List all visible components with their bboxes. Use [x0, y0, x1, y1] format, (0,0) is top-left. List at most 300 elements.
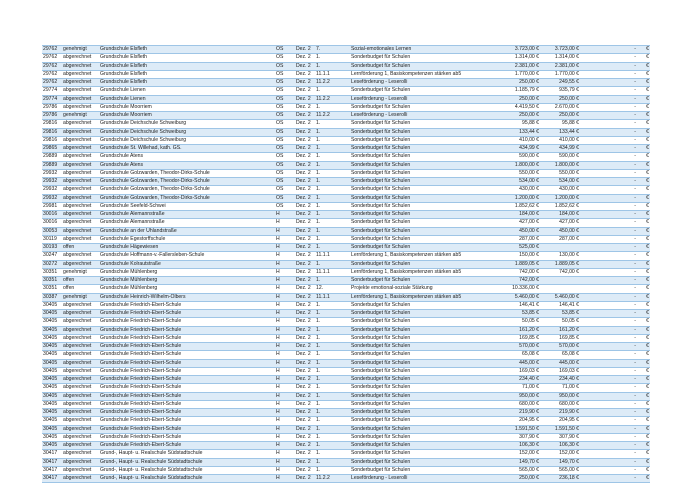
row-difference: - — [580, 334, 637, 342]
row-department: Dez. 2 — [295, 409, 315, 417]
row-approved-amount: 550,00 € — [500, 169, 540, 177]
row-department: Dez. 2 — [295, 376, 315, 384]
row-department: Dez. 2 — [295, 458, 315, 466]
row-approved-amount: 10.336,00 € — [500, 285, 540, 293]
row-id: 29762 — [42, 54, 62, 62]
row-currency: € — [637, 400, 650, 408]
row-department: Dez. 2 — [295, 194, 315, 202]
row-measure: Leseförderung - Leserolli — [350, 95, 500, 103]
row-difference: - — [580, 244, 637, 252]
table-row — [42, 161, 650, 169]
row-measure: Leseförderung - Leserolli — [350, 475, 500, 483]
table-row — [42, 392, 650, 400]
row-measure: Sonderbudget für Schulen — [350, 235, 500, 243]
row-settled-amount: 307,90 € — [540, 433, 580, 441]
row-id: 29889 — [42, 153, 62, 161]
row-measure: Sonderbudget für Schulen — [350, 87, 500, 95]
row-status: abgerechnet — [62, 194, 99, 202]
row-region: OS — [275, 46, 295, 54]
table-row — [42, 244, 650, 252]
row-item-no: 11.2.2 — [315, 475, 350, 483]
row-currency: € — [637, 334, 650, 342]
row-approved-amount: 234,40 € — [500, 376, 540, 384]
row-currency: € — [637, 95, 650, 103]
row-region: H — [275, 367, 295, 375]
row-region: OS — [275, 103, 295, 111]
row-department: Dez. 2 — [295, 87, 315, 95]
row-measure: Sonderbudget für Schulen — [350, 169, 500, 177]
row-status: abgerechnet — [62, 87, 99, 95]
row-status: abgerechnet — [62, 417, 99, 425]
row-department: Dez. 2 — [295, 95, 315, 103]
row-difference: - — [580, 46, 637, 54]
row-difference: - — [580, 70, 637, 78]
row-measure: Sonderbudget für Schulen — [350, 392, 500, 400]
row-currency: € — [637, 79, 650, 87]
row-id: 30417 — [42, 466, 62, 474]
row-difference: - — [580, 293, 637, 301]
row-department: Dez. 2 — [295, 103, 315, 111]
row-department: Dez. 2 — [295, 227, 315, 235]
row-id: 30405 — [42, 343, 62, 351]
row-currency: € — [637, 128, 650, 136]
row-measure: Sonderbudget für Schulen — [350, 227, 500, 235]
row-department: Dez. 2 — [295, 145, 315, 153]
row-approved-amount: 427,00 € — [500, 219, 540, 227]
row-currency: € — [637, 260, 650, 268]
row-measure: Sonderbudget für Schulen — [350, 194, 500, 202]
row-difference: - — [580, 475, 637, 483]
table-row — [42, 219, 650, 227]
row-status: abgerechnet — [62, 392, 99, 400]
row-department: Dez. 2 — [295, 252, 315, 260]
row-currency: € — [637, 285, 650, 293]
row-currency: € — [637, 301, 650, 309]
row-settled-amount: 234,40 € — [540, 376, 580, 384]
data-table — [42, 45, 650, 483]
row-school: Grundschule Elsfleth — [99, 62, 275, 70]
row-id: 29932 — [42, 194, 62, 202]
row-department: Dez. 2 — [295, 178, 315, 186]
row-id: 30053 — [42, 227, 62, 235]
row-status: abgerechnet — [62, 400, 99, 408]
row-school: Grundschule Friedrich-Ebert-Schule — [99, 392, 275, 400]
row-id: 29762 — [42, 62, 62, 70]
row-school: Grundschule Friedrich-Ebert-Schule — [99, 367, 275, 375]
row-status: abgerechnet — [62, 458, 99, 466]
row-item-no: 1. — [315, 400, 350, 408]
table-row — [42, 310, 650, 318]
row-currency: € — [637, 169, 650, 177]
row-school: Grundschule Lienen — [99, 95, 275, 103]
row-item-no: 1. — [315, 359, 350, 367]
row-school: Grundschule Friedrich-Ebert-Schule — [99, 417, 275, 425]
row-settled-amount: 184,00 € — [540, 211, 580, 219]
row-department: Dez. 2 — [295, 359, 315, 367]
row-school: Grund-, Haupt- u. Realschule Südstadtschule — [99, 450, 275, 458]
row-region: OS — [275, 79, 295, 87]
table-row — [42, 425, 650, 433]
row-school: Grundschule Kolrautstraße — [99, 260, 275, 268]
row-status: abgerechnet — [62, 145, 99, 153]
row-id: 30405 — [42, 400, 62, 408]
row-settled-amount: 534,00 € — [540, 178, 580, 186]
row-approved-amount: 1.852,62 € — [500, 202, 540, 210]
row-id: 30417 — [42, 450, 62, 458]
row-currency: € — [637, 161, 650, 169]
row-school: Grundschule Friedrich-Ebert-Schule — [99, 310, 275, 318]
row-settled-amount: 204,95 € — [540, 417, 580, 425]
row-item-no: 1. — [315, 367, 350, 375]
table-row — [42, 136, 650, 144]
row-settled-amount: 1.591,50 € — [540, 425, 580, 433]
row-measure: Sonderbudget für Schulen — [350, 433, 500, 441]
row-approved-amount: 1.200,00 € — [500, 194, 540, 202]
row-status: abgerechnet — [62, 161, 99, 169]
row-currency: € — [637, 227, 650, 235]
row-school: Grundschule Moorriem — [99, 103, 275, 111]
row-id: 30387 — [42, 293, 62, 301]
row-difference: - — [580, 285, 637, 293]
row-id: 30016 — [42, 219, 62, 227]
row-status: abgerechnet — [62, 450, 99, 458]
row-school: Grundschule Friedrich-Ebert-Schule — [99, 334, 275, 342]
row-measure: Sonderbudget für Schulen — [350, 425, 500, 433]
row-measure: Sonderbudget für Schulen — [350, 128, 500, 136]
row-measure: Lernförderung 1, Basiskompetenzen stärken ab5 — [350, 268, 500, 276]
row-department: Dez. 2 — [295, 54, 315, 62]
row-region: OS — [275, 128, 295, 136]
row-settled-amount: 950,00 € — [540, 392, 580, 400]
row-school: Grundschule Friedrich-Ebert-Schule — [99, 400, 275, 408]
row-currency: € — [637, 244, 650, 252]
row-item-no: 1. — [315, 178, 350, 186]
row-currency: € — [637, 376, 650, 384]
row-status: abgerechnet — [62, 153, 99, 161]
row-region: OS — [275, 120, 295, 128]
table-row — [42, 128, 650, 136]
row-currency: € — [637, 112, 650, 120]
row-id: 30405 — [42, 442, 62, 450]
row-department: Dez. 2 — [295, 128, 315, 136]
row-status: abgerechnet — [62, 433, 99, 441]
row-department: Dez. 2 — [295, 450, 315, 458]
table-row — [42, 79, 650, 87]
table-row — [42, 252, 650, 260]
row-measure: Sonderbudget für Schulen — [350, 219, 500, 227]
row-approved-amount: 1.314,00 € — [500, 54, 540, 62]
row-id: 30351 — [42, 268, 62, 276]
row-school: Grundschule Friedrich-Ebert-Schule — [99, 376, 275, 384]
row-status: offen — [62, 285, 99, 293]
row-approved-amount: 53,85 € — [500, 310, 540, 318]
row-item-no: 1. — [315, 87, 350, 95]
row-region: H — [275, 260, 295, 268]
row-school: Grundschule Moorriem — [99, 112, 275, 120]
row-department: Dez. 2 — [295, 268, 315, 276]
row-difference: - — [580, 277, 637, 285]
table-row — [42, 475, 650, 483]
row-item-no: 1. — [315, 343, 350, 351]
row-currency: € — [637, 235, 650, 243]
row-department: Dez. 2 — [295, 392, 315, 400]
row-settled-amount: 236,18 € — [540, 475, 580, 483]
row-approved-amount: 590,00 € — [500, 153, 540, 161]
row-school: Grundschule Mühlenberg — [99, 268, 275, 276]
row-school: Grund-, Haupt- u. Realschule Südstadtschule — [99, 466, 275, 474]
row-region: H — [275, 277, 295, 285]
table-row — [42, 62, 650, 70]
row-region: H — [275, 326, 295, 334]
row-status: abgerechnet — [62, 169, 99, 177]
row-settled-amount: 3.723,00 € — [540, 46, 580, 54]
row-item-no: 12. — [315, 285, 350, 293]
row-difference: - — [580, 450, 637, 458]
row-currency: € — [637, 145, 650, 153]
row-currency: € — [637, 442, 650, 450]
row-approved-amount: 1.889,05 € — [500, 260, 540, 268]
row-settled-amount: 152,00 € — [540, 450, 580, 458]
row-id: 30417 — [42, 458, 62, 466]
table-row — [42, 466, 650, 474]
row-currency: € — [637, 318, 650, 326]
row-status: abgerechnet — [62, 384, 99, 392]
table-row — [42, 112, 650, 120]
row-department: Dez. 2 — [295, 334, 315, 342]
row-school: Grundschule Elsfleth — [99, 46, 275, 54]
row-settled-amount: 169,03 € — [540, 367, 580, 375]
row-approved-amount: 2.381,00 € — [500, 62, 540, 70]
row-measure: Sonderbudget für Schulen — [350, 120, 500, 128]
row-difference: - — [580, 425, 637, 433]
row-id: 30405 — [42, 318, 62, 326]
row-measure: Projekte emotional-soziale Stärkung — [350, 285, 500, 293]
row-id: 30016 — [42, 211, 62, 219]
row-status: abgerechnet — [62, 235, 99, 243]
row-status: abgerechnet — [62, 95, 99, 103]
row-currency: € — [637, 136, 650, 144]
row-currency: € — [637, 54, 650, 62]
row-settled-amount: 680,00 € — [540, 400, 580, 408]
row-status: abgerechnet — [62, 103, 99, 111]
row-approved-amount: 250,00 € — [500, 475, 540, 483]
row-approved-amount: 146,41 € — [500, 301, 540, 309]
row-region: H — [275, 301, 295, 309]
table-row — [42, 70, 650, 78]
row-school: Grundschule Elsfleth — [99, 54, 275, 62]
table-row — [42, 46, 650, 54]
row-id: 30272 — [42, 260, 62, 268]
row-measure: Sonderbudget für Schulen — [350, 400, 500, 408]
row-currency: € — [637, 87, 650, 95]
row-settled-amount: 565,00 € — [540, 466, 580, 474]
row-id: 30405 — [42, 310, 62, 318]
row-region: H — [275, 442, 295, 450]
row-item-no: 1. — [315, 442, 350, 450]
row-id: 29816 — [42, 120, 62, 128]
row-status: abgerechnet — [62, 425, 99, 433]
row-id: 29762 — [42, 70, 62, 78]
row-department: Dez. 2 — [295, 161, 315, 169]
row-settled-amount: 590,00 € — [540, 153, 580, 161]
table-row — [42, 359, 650, 367]
row-difference: - — [580, 235, 637, 243]
row-measure: Sonderbudget für Schulen — [350, 359, 500, 367]
row-department: Dez. 2 — [295, 70, 315, 78]
row-settled-amount: 71,00 € — [540, 384, 580, 392]
row-difference: - — [580, 400, 637, 408]
row-region: OS — [275, 95, 295, 103]
row-item-no: 1. — [315, 153, 350, 161]
row-approved-amount: 133,44 € — [500, 128, 540, 136]
row-region: H — [275, 343, 295, 351]
row-approved-amount: 4.419,50 € — [500, 103, 540, 111]
row-department: Dez. 2 — [295, 211, 315, 219]
row-region: H — [275, 227, 295, 235]
row-status: abgerechnet — [62, 252, 99, 260]
row-region: OS — [275, 62, 295, 70]
row-settled-amount — [540, 285, 580, 293]
row-status: abgerechnet — [62, 318, 99, 326]
row-school: Grundschule Friedrich-Ebert-Schule — [99, 343, 275, 351]
row-id: 30351 — [42, 285, 62, 293]
row-status: abgerechnet — [62, 409, 99, 417]
row-region: OS — [275, 70, 295, 78]
row-item-no: 1. — [315, 54, 350, 62]
row-region: OS — [275, 54, 295, 62]
row-difference: - — [580, 79, 637, 87]
row-school: Grundschule Friedrich-Ebert-Schule — [99, 318, 275, 326]
row-department: Dez. 2 — [295, 367, 315, 375]
row-region: H — [275, 211, 295, 219]
row-school: Grundschule Friedrich-Ebert-Schule — [99, 301, 275, 309]
row-settled-amount: 434,99 € — [540, 145, 580, 153]
row-settled-amount: 149,70 € — [540, 458, 580, 466]
row-school: Grundschule Golzwarden, Theodor-Dirks-Schule — [99, 186, 275, 194]
row-approved-amount: 65,08 € — [500, 351, 540, 359]
table-row — [42, 120, 650, 128]
row-school: Grundschule Deichschule Schweiburg — [99, 128, 275, 136]
row-settled-amount: 250,00 € — [540, 95, 580, 103]
row-settled-amount: 445,00 € — [540, 359, 580, 367]
row-status: abgerechnet — [62, 466, 99, 474]
row-measure: Sonderbudget für Schulen — [350, 334, 500, 342]
row-currency: € — [637, 194, 650, 202]
row-status: abgerechnet — [62, 260, 99, 268]
row-difference: - — [580, 136, 637, 144]
table-row — [42, 202, 650, 210]
row-school: Grund-, Haupt- u. Realschule Südstadtschule — [99, 475, 275, 483]
row-id: 29762 — [42, 79, 62, 87]
row-status: abgerechnet — [62, 202, 99, 210]
row-currency: € — [637, 425, 650, 433]
row-region: H — [275, 235, 295, 243]
table-row — [42, 301, 650, 309]
row-region: H — [275, 252, 295, 260]
row-department: Dez. 2 — [295, 186, 315, 194]
row-difference: - — [580, 87, 637, 95]
row-currency: € — [637, 277, 650, 285]
row-department: Dez. 2 — [295, 326, 315, 334]
row-department: Dez. 2 — [295, 301, 315, 309]
table-row — [42, 235, 650, 243]
row-department: Dez. 2 — [295, 285, 315, 293]
row-status: abgerechnet — [62, 62, 99, 70]
row-measure: Sonderbudget für Schulen — [350, 178, 500, 186]
row-status: abgerechnet — [62, 178, 99, 186]
row-id: 30405 — [42, 384, 62, 392]
row-currency: € — [637, 384, 650, 392]
row-measure: Sonderbudget für Schulen — [350, 161, 500, 169]
row-currency: € — [637, 458, 650, 466]
row-item-no: 1. — [315, 392, 350, 400]
table-row — [42, 318, 650, 326]
row-id: 29889 — [42, 161, 62, 169]
row-region: H — [275, 219, 295, 227]
row-item-no: 1. — [315, 425, 350, 433]
row-school: Grund-, Haupt- u. Realschule Südstadtschule — [99, 458, 275, 466]
row-approved-amount: 250,00 € — [500, 95, 540, 103]
row-status: abgerechnet — [62, 79, 99, 87]
row-measure: Sonderbudget für Schulen — [350, 244, 500, 252]
row-region: H — [275, 359, 295, 367]
row-measure: Sonderbudget für Schulen — [350, 54, 500, 62]
row-school: Grundschule Hoffmann-v.-Fallersleben-Schule — [99, 252, 275, 260]
row-approved-amount: 1.770,00 € — [500, 70, 540, 78]
row-region: H — [275, 392, 295, 400]
row-region: OS — [275, 194, 295, 202]
row-settled-amount: 935,79 € — [540, 87, 580, 95]
row-id: 30405 — [42, 334, 62, 342]
row-currency: € — [637, 46, 650, 54]
row-department: Dez. 2 — [295, 120, 315, 128]
row-item-no: 1. — [315, 301, 350, 309]
row-settled-amount: 106,30 € — [540, 442, 580, 450]
row-settled-amount — [540, 244, 580, 252]
row-region: OS — [275, 161, 295, 169]
row-school: Grundschule St. Willehad, kath. GS. — [99, 145, 275, 153]
row-region: H — [275, 310, 295, 318]
row-school: Grundschule Friedrich-Ebert-Schule — [99, 442, 275, 450]
table-row — [42, 450, 650, 458]
row-approved-amount: 430,00 € — [500, 186, 540, 194]
row-school: Grundschule Deichschule Schweiburg — [99, 120, 275, 128]
row-id: 30405 — [42, 392, 62, 400]
row-item-no: 11.1.1 — [315, 268, 350, 276]
row-region: H — [275, 351, 295, 359]
row-region: H — [275, 293, 295, 301]
row-region: H — [275, 475, 295, 483]
row-approved-amount: 50,05 € — [500, 318, 540, 326]
row-settled-amount: 249,55 € — [540, 79, 580, 87]
row-settled-amount: 2.670,00 € — [540, 103, 580, 111]
row-measure: Sonderbudget für Schulen — [350, 103, 500, 111]
row-department: Dez. 2 — [295, 112, 315, 120]
row-status: offen — [62, 244, 99, 252]
row-approved-amount: 950,00 € — [500, 392, 540, 400]
row-approved-amount: 152,00 € — [500, 450, 540, 458]
table-row — [42, 400, 650, 408]
row-measure: Sonderbudget für Schulen — [350, 136, 500, 144]
row-currency: € — [637, 392, 650, 400]
row-difference: - — [580, 112, 637, 120]
row-difference: - — [580, 409, 637, 417]
row-approved-amount: 150,00 € — [500, 252, 540, 260]
row-id: 30405 — [42, 367, 62, 375]
row-school: Grundschule Alemannstraße — [99, 211, 275, 219]
row-region: OS — [275, 145, 295, 153]
row-approved-amount: 434,99 € — [500, 145, 540, 153]
